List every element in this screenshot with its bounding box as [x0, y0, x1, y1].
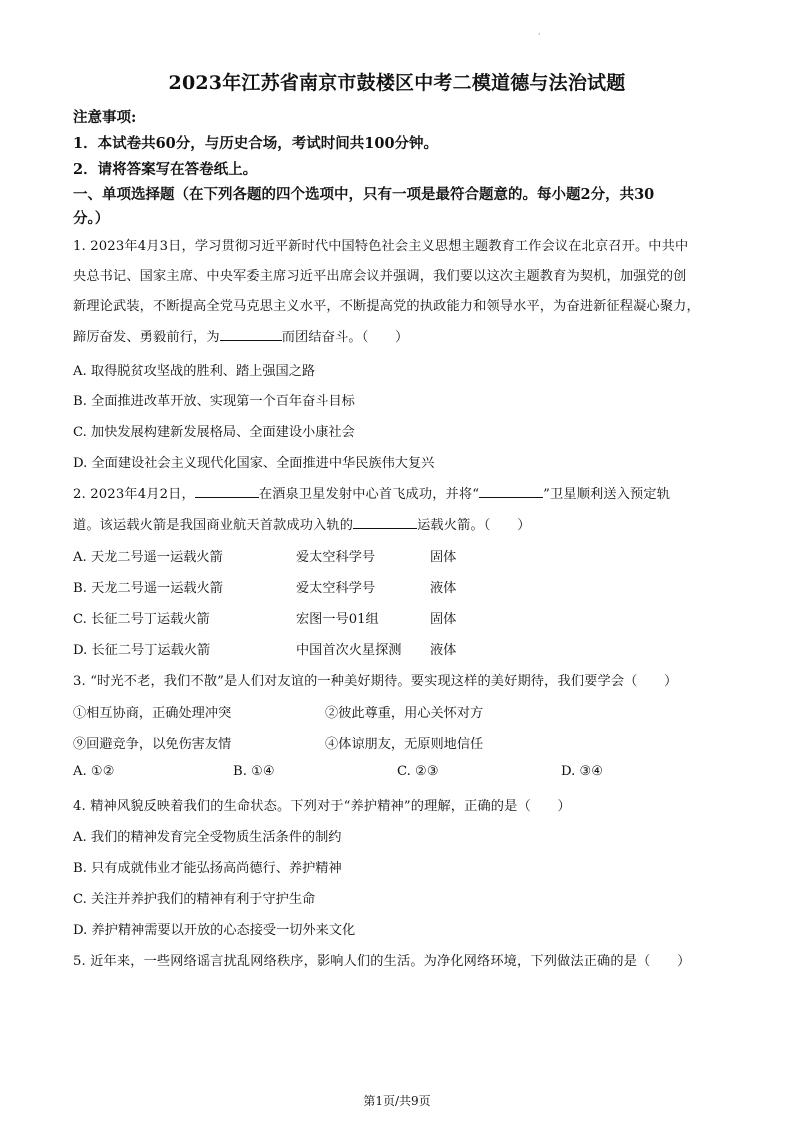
- q3-item-4: ④体谅朋友，无原则地信任: [325, 737, 484, 752]
- q2-stem-a: 2. 2023年4月2日，: [73, 487, 195, 502]
- q2-stem-b: 在酒泉卫星发射中心首飞成功，并将“: [258, 487, 480, 502]
- q2-option-c-satellite: 宏图一号01组: [296, 612, 379, 627]
- notice-item-2: 2．请将答案写在答卷纸上。: [73, 161, 258, 178]
- q2-blank-1: [195, 485, 259, 498]
- q4-stem: 4. 精神风貌反映着我们的生命状态。下列对于“养护精神”的理解，正确的是（ ）: [73, 799, 571, 814]
- q3-item-3: ⑨回避竞争，以免伤害友情: [73, 737, 232, 752]
- q4-option-d: D. 养护精神需要以开放的心态接受一切外来文化: [73, 923, 356, 938]
- q2-stem-line-2: [73, 514, 531, 533]
- q3-option-c: C. ②③: [397, 764, 439, 779]
- q2-option-a-satellite: 爱太空科学号: [296, 550, 376, 565]
- q1-stem-line-4: [73, 326, 409, 345]
- q5-stem: 5. 近年来，一些网络谣言扰乱网络秩序，影响人们的生活。为净化网络环境，下列做法正确的是（ ）: [73, 954, 691, 969]
- q1-stem-post: 而团结奋斗。（ ）: [281, 330, 409, 345]
- q3-item-1: ①相互协商，正确处理冲突: [73, 706, 232, 721]
- q1-stem-pre: 蹄厉奋发、勇毅前行，为: [73, 330, 220, 345]
- q2-option-d-satellite: 中国首次火星探测: [296, 643, 402, 658]
- q1-option-d: D. 全面建设社会主义现代化国家、全面推进中华民族伟大复兴: [73, 456, 435, 471]
- q2-option-c: C. 长征二号丁运载火箭: [73, 612, 210, 627]
- q2-stem-d: 道。该运载火箭是我国商业航天首款成功入轨的: [73, 518, 354, 533]
- q2-option-a-type: 固体: [430, 550, 457, 565]
- q2-blank-2: [479, 485, 543, 498]
- top-mark: ·: [538, 30, 541, 39]
- notice-heading: 注意事项:: [73, 109, 137, 126]
- q3-option-b: B. ①④: [233, 764, 275, 779]
- q2-option-d-type: 液体: [430, 643, 457, 658]
- q3-option-d: D. ③④: [561, 764, 604, 779]
- q3-option-a: A. ①②: [73, 764, 115, 779]
- q1-stem-line-2: 央总书记、国家主席、中央军委主席习近平出席会议并强调，我们要以这次主题教育为契机，加强党的创: [73, 269, 687, 284]
- notice-item-1: 1．本试卷共60分，与历史合场，考试时间共100分钟。: [73, 135, 439, 152]
- q1-option-c: C. 加快发展构建新发展格局、全面建设小康社会: [73, 425, 355, 440]
- q2-stem-line-1: [73, 483, 670, 502]
- q4-option-a: A. 我们的精神发育完全受物质生活条件的制约: [73, 830, 342, 845]
- q2-option-b-satellite: 爱太空科学号: [296, 581, 376, 596]
- q2-option-b: B. 天龙二号遥一运载火箭: [73, 581, 223, 596]
- q2-option-a: A. 天龙二号遥一运载火箭: [73, 550, 223, 565]
- q1-stem-line-3: 新理论武装，不断提高全党马克思主义水平，不断提高党的执政能力和领导水平，为奋进新征程凝心聚力，: [73, 299, 700, 314]
- q3-item-2: ②彼此尊重，用心关怀对方: [325, 706, 484, 721]
- exam-title: 2023年江苏省南京市鼓楼区中考二模道德与法治试题: [168, 72, 626, 94]
- q2-stem-c: ”卫星顺利送入预定轨: [543, 487, 671, 502]
- q1-blank: [220, 328, 282, 341]
- q3-stem: 3. “时光不老，我们不散”是人们对友谊的一种美好期待。要实现这样的美好期待，我们要学会（ ）: [73, 674, 678, 689]
- q2-stem-e: 运载火箭。（ ）: [417, 518, 531, 533]
- q2-option-b-type: 液体: [430, 581, 457, 596]
- section-heading: 一、单项选择题（在下列各题的四个选项中，只有一项是最符合题意的。每小题2分，共30: [73, 186, 655, 203]
- page-footer: 第1页/共9页: [363, 1094, 431, 1108]
- q2-option-c-type: 固体: [430, 612, 457, 627]
- q1-stem-line-1: 1. 2023年4月3日，学习贯彻习近平新时代中国特色社会主义思想主题教育工作会议在北京召开。中共中: [73, 239, 689, 254]
- q2-option-d: D. 长征二号丁运载火箭: [73, 643, 211, 658]
- q1-option-a: A. 取得脱贫攻坚战的胜利、踏上强国之路: [73, 364, 316, 379]
- q1-option-b: B. 全面推进改革开放、实现第一个百年奋斗目标: [73, 394, 355, 409]
- q4-option-b: B. 只有成就伟业才能弘扬高尚德行、养护精神: [73, 861, 342, 876]
- q2-blank-3: [353, 516, 417, 529]
- section-heading-cont: 分。）: [73, 210, 110, 227]
- q4-option-c: C. 关注并养护我们的精神有利于守护生命: [73, 892, 316, 907]
